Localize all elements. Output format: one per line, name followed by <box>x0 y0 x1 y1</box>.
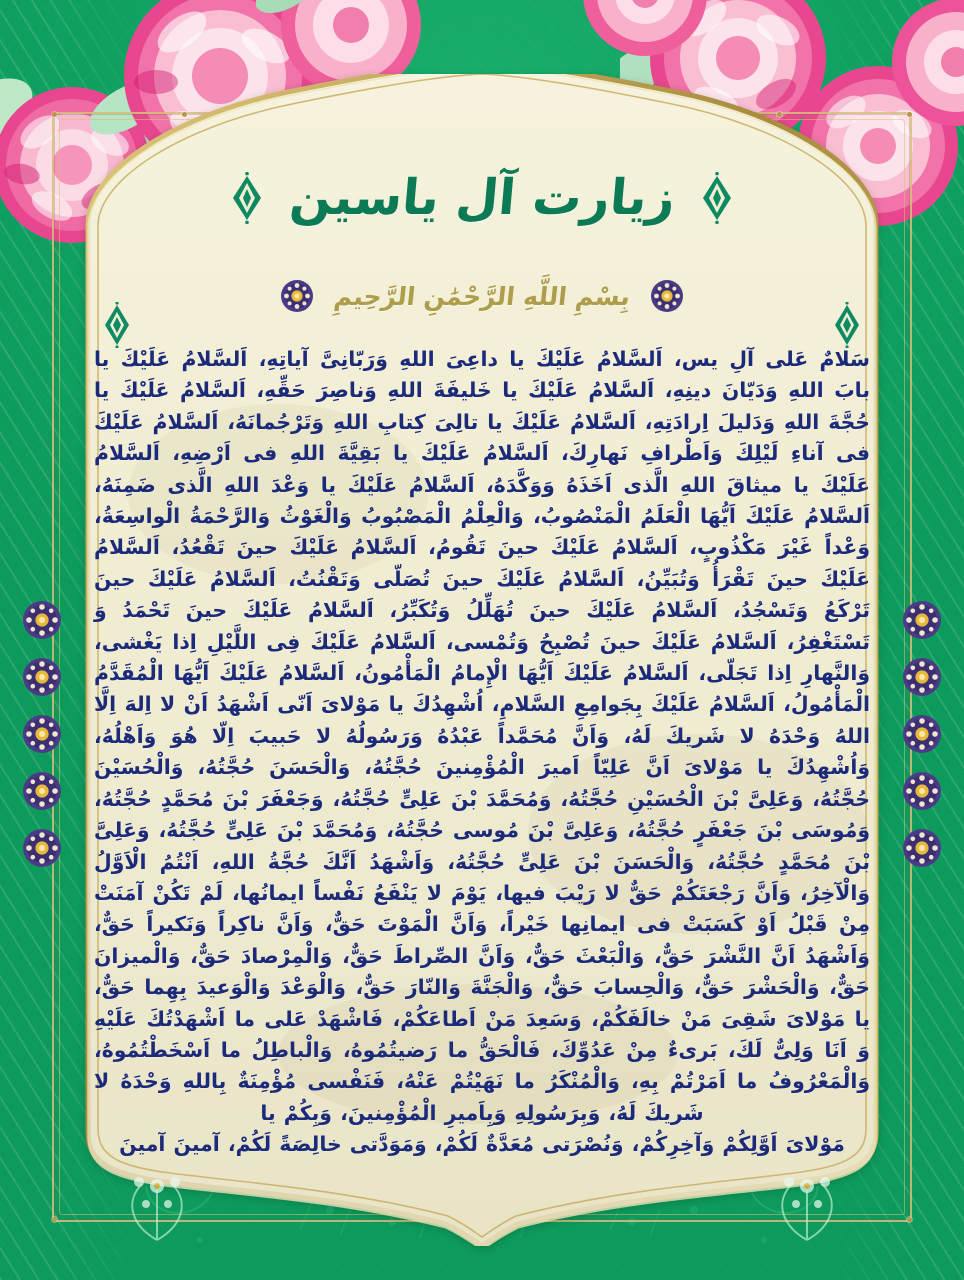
ziyarat-paragraph: سَلامٌ عَلى آلِ يس، اَلسَّلامُ عَلَيْكَ يا داعِىَ اللهِ وَرَبّانِىَّ آياتِهِ، اَلسَّلامُ عَلَيْكَ يا بابَ اللهِ وَدَيّانَ دينِهِ، اَلسَّلامُ عَلَيْكَ يا خَليفَةَ اللهِ وَناصِرَ حَقِّهِ، اَلسَّلامُ عَلَيْكَ يا حُجَّةَ اللهِ وَدَليلَ اِرادَتِهِ، اَلسَّلامُ عَلَيْكَ يا تالِىَ كِتابِ اللهِ وَتَرْجُمانَهُ، اَلسَّلامُ عَلَيْكَ فى آناءِ لَيْلِكَ وَاَطْرافِ نَهارِكَ، اَلسَّلامُ عَلَيْكَ يا بَقِيَّةَ اللهِ فى اَرْضِهِ، اَلسَّلامُ عَلَيْكَ يا ميثاقَ اللهِ الَّذى اَخَذَهُ وَوَكَّدَهُ، اَلسَّلامُ عَلَيْكَ يا وَعْدَ اللهِ الَّذى ضَمِنَهُ، اَلسَّلامُ عَلَيْكَ اَيُّهَا الْعَلَمُ الْمَنْصُوبُ، وَالْعِلْمُ الْمَصْبُوبُ وَالْغَوْثُ وَالرَّحْمَةُ الْواسِعَةُ، وَعْداً غَيْرَ مَكْذُوبٍ، اَلسَّلامُ عَلَيْكَ حينَ تَقُومُ، اَلسَّلامُ عَلَيْكَ حينَ تَقْعُدُ، اَلسَّلامُ عَلَيْكَ حينَ تَقْرَأُ وَتُبَيِّنُ، اَلسَّلامُ عَلَيْكَ حينَ تُصَلّى وَتَقْنُتُ، اَلسَّلامُ عَلَيْكَ حينَ تَرْكَعُ وَتَسْجُدُ، اَلسَّلامُ عَلَيْكَ حينَ تُهَلِّلُ وَتُكَبِّرُ، اَلسَّلامُ عَلَيْكَ حينَ تَحْمَدُ وَ تَسْتَغْفِرُ، اَلسَّلامُ عَلَيْكَ حينَ تُصْبِحُ وَتُمْسى، اَلسَّلامُ عَلَيْكَ فِى اللَّيْلِ اِذا يَغْشى، وَالنَّهارِ اِذا تَجَلّى، اَلسَّلامُ عَلَيْكَ اَيُّهَا الْإِمامُ الْمَأْمُونُ، اَلسَّلامُ عَلَيْكَ اَيُّهَا الْمُقَدَّمُ الْمَأْمُولُ، اَلسَّلامُ عَلَيْكَ بِجَوامِعِ السَّلامِ، اُشْهِدُكَ يا مَوْلاىَ اَنّى اَشْهَدُ اَنْ لا اِلهَ اِلَّا اللهُ وَحْدَهُ لا شَريكَ لَهُ، وَاَنَّ مُحَمَّداً عَبْدُهُ وَرَسُولُهُ لا حَبيبَ اِلّا هُوَ وَاَهْلُهُ، وَاُشْهِدُكَ يا مَوْلاىَ اَنَّ عَلِيّاً اَميرَ الْمُؤْمِنينَ حُجَّتُهُ، وَالْحَسَنَ حُجَّتُهُ، وَالْحُسَيْنَ حُجَّتُهُ، وَعَلِىَّ بْنَ الْحُسَيْنِ حُجَّتُهُ، وَمُحَمَّدَ بْنَ عَلِىٍّ حُجَّتُهُ، وَجَعْفَرَ بْنَ مُحَمَّدٍ حُجَّتُهُ، وَمُوسَى بْنَ جَعْفَرٍ حُجَّتُهُ، وَعَلِىَّ بْنَ مُوسى حُجَّتُهُ، وَمُحَمَّدَ بْنَ عَلِىٍّ حُجَّتُهُ، وَعَلِىَّ بْنَ مُحَمَّدٍ حُجَّتُهُ، وَالْحَسَنَ بْنَ عَلِىٍّ حُجَّتُهُ، وَاَشْهَدُ اَنَّكَ حُجَّةُ اللهِ، اَنْتُمُ الْاَوَّلُ وَالْآخِرُ، وَاَنَّ رَجْعَتَكُمْ حَقٌّ لا رَيْبَ فيها، يَوْمَ لا يَنْفَعُ نَفْساً ايمانُها، لَمْ تَكُنْ آمَنَتْ مِنْ قَبْلُ اَوْ كَسَبَتْ فى ايمانِها خَيْراً، وَاَنَّ الْمَوْتَ حَقٌّ، وَاَنَّ ناكِراً وَنَكيراً حَقٌّ، وَاَشْهَدُ اَنَّ النَّشْرَ حَقٌّ، وَالْبَعْثَ حَقٌّ، وَاَنَّ الصِّراطَ حَقٌّ، وَالْمِرْصادَ حَقٌّ، وَالْميزانَ حَقٌّ، وَالْحَشْرَ حَقٌّ، وَالْحِسابَ حَقٌّ، وَالْجَنَّةَ وَالنّارَ حَقٌّ، وَالْوَعْدَ وَالْوَعيدَ بِهِما حَقٌّ، يا مَوْلاىَ شَقِىَ مَنْ خالَفَكُمْ، وَسَعِدَ مَنْ اَطاعَكُمْ، فَاشْهَدْ عَلى ما اَشْهَدْتُكَ عَلَيْهِ وَ اَنَا وَلِىٌّ لَكَ، بَرىءٌ مِنْ عَدُوِّكَ، فَالْحَقُّ ما رَضيتُمُوهُ، وَالْباطِلُ ما اَسْخَطْتُمُوهُ، وَالْمَعْرُوفُ ما اَمَرْتُمْ بِهِ، وَالْمُنْكَرُ ما نَهَيْتُمْ عَنْهُ، فَنَفْسى مُؤْمِنَةٌ بِاللهِ وَحْدَهُ لا شَريكَ لَهُ، وَبِرَسُولِهِ وَبِاَميرِ الْمُؤْمِنينَ، وَبِكُمْ يا <box>94 347 870 1125</box>
rosette-medallion-icon <box>22 828 62 872</box>
rosette-medallion-icon <box>902 771 942 815</box>
title-block <box>58 170 906 226</box>
rosette-medallion-icon <box>902 828 942 872</box>
rosette-medallion-icon <box>280 279 314 313</box>
rosette-medallion-icon <box>902 657 942 701</box>
rosette-medallion-icon <box>22 771 62 815</box>
page-title: زیارت آل یاسین <box>287 169 678 226</box>
left-rosette-column <box>22 600 62 872</box>
floral-sprig-ornament-left <box>112 1164 202 1244</box>
rosette-medallion-icon <box>902 600 942 644</box>
bismillah-row <box>58 279 906 313</box>
bismillah-text: بِسْمِ اللَّهِ الرَّحْمَٰنِ الرَّحِيمِ <box>332 281 632 311</box>
title-row <box>58 170 906 226</box>
ziyarat-last-line: مَوْلاىَ اَوَّلِكُمْ وَآخِرِكُمْ، وَنُصْرَتى مُعَدَّةٌ لَكُمْ، وَمَوَدَّتى خالِصَةً لَكُمْ، آمينَ آمينَ <box>119 1132 845 1157</box>
ziyarat-body-text <box>94 344 870 1161</box>
rosette-medallion-icon <box>22 600 62 644</box>
diamond-ornament-icon <box>700 172 734 224</box>
parchment-panel <box>58 74 906 1246</box>
panel-content <box>58 74 906 1246</box>
rosette-medallion-icon <box>22 714 62 758</box>
floral-sprig-ornament-right <box>762 1164 852 1244</box>
right-rosette-column <box>902 600 942 872</box>
rosette-medallion-icon <box>902 714 942 758</box>
rosette-medallion-icon <box>22 657 62 701</box>
diamond-ornament-icon <box>230 172 264 224</box>
peony-flower <box>560 0 730 64</box>
rosette-medallion-icon <box>650 279 684 313</box>
